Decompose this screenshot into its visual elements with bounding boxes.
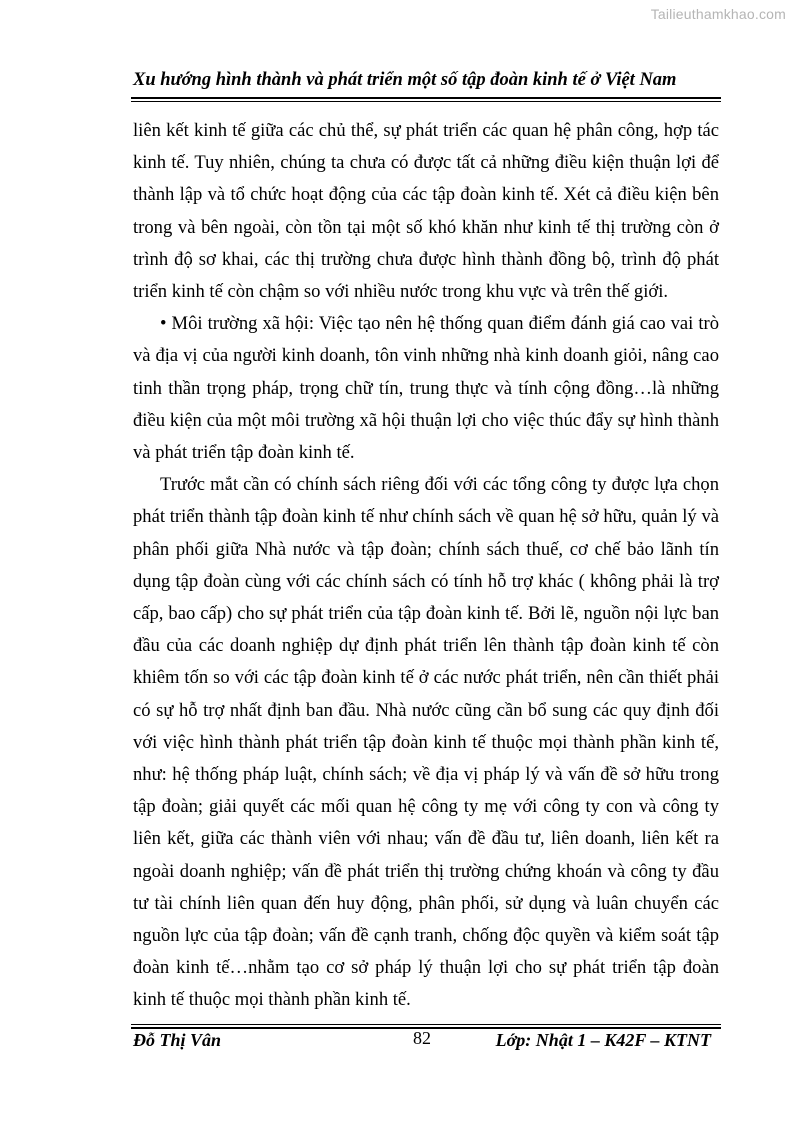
paragraph-policy: Trước mắt cần có chính sách riêng đối với các tổng công ty được lựa chọn phát triển thành tập đoàn kinh tế như chính sách về quan hệ sở hữu, quản lý và phân phối giữa Nhà nước và tập đoàn; chính sách thuế, cơ chế bảo lãnh tín dụng tập đoàn cùng với các chính sách có tính hỗ trợ khác ( không phải là trợ cấp, bao cấp) cho sự phát triển của tập đoàn kinh tế. Bởi lẽ, nguồn nội lực ban đầu của các doanh nghiệp dự định phát triển lên thành tập đoàn kinh tế còn khiêm tốn so với các tập đoàn kinh tế ở các nước phát triển, nên cần thiết phải có sự hỗ trợ nhất định ban đầu. Nhà nước cũng cần bổ sung các quy định đối với việc hình thành phát triển tập đoàn kinh tế thuộc mọi thành phần kinh tế, như: hệ thống pháp luật, chính sách; về địa vị pháp lý và vấn đề sở hữu trong tập đoàn; giải quyết các mối quan hệ công ty mẹ với công ty con và công ty liên kết, giữa các thành viên với nhau; vấn đề đầu tư, liên doanh, liên kết ra ngoài doanh nghiệp; vấn đề phát triển thị trường chứng khoán và công ty đầu tư tài chính liên quan đến huy động, phân phối, sử dụng và luân chuyển các nguồn lực của tập đoàn; vấn đề cạnh tranh, chống độc quyền và kiểm soát tập đoàn kinh tế…nhằm tạo cơ sở pháp lý thuận lợi cho sự phát triển tập đoàn kinh tế thuộc mọi thành phần kinh tế. [133, 474, 719, 1011]
running-header-title: Xu hướng hình thành và phát triển một số tập đoàn kinh tế ở Việt Nam [133, 70, 677, 90]
footer-rule-thin [131, 1024, 721, 1025]
header-rule-thick [131, 97, 721, 99]
page-number: 82 [413, 1028, 431, 1048]
body-text [133, 115, 719, 1017]
header-rule-thin [131, 101, 721, 102]
watermark: Tailieuthamkhao.com [650, 6, 786, 22]
paragraph-social-environment: • Môi trường xã hội: Việc tạo nên hệ thống quan điểm đánh giá cao vai trò và địa vị của người kinh doanh, tôn vinh những nhà kinh doanh giỏi, nâng cao tinh thần trọng pháp, trọng chữ tín, trung thực và tính cộng đồng…là những điều kiện của một môi trường xã hội thuận lợi cho việc thúc đẩy sự hình thành và phát triển tập đoàn kinh tế. [133, 313, 719, 464]
footer-author: Đỗ Thị Vân [133, 1030, 222, 1050]
footer-class-info: Lớp: Nhật 1 – K42F – KTNT [495, 1030, 711, 1050]
paragraph-continuation: liên kết kinh tế giữa các chủ thể, sự phát triển các quan hệ phân công, hợp tác kinh tế. Tuy nhiên, chúng ta chưa có được tất cả những điều kiện thuận lợi để thành lập và tổ chức hoạt động của các tập đoàn kinh tế. Xét cả điều kiện bên trong và bên ngoài, còn tồn tại một số khó khăn như kinh tế thị trường còn ở trình độ sơ khai, các thị trường chưa được hình thành đồng bộ, trình độ phát triển kinh tế còn chậm so với nhiều nước trong khu vực và trên thế giới. [133, 120, 719, 303]
